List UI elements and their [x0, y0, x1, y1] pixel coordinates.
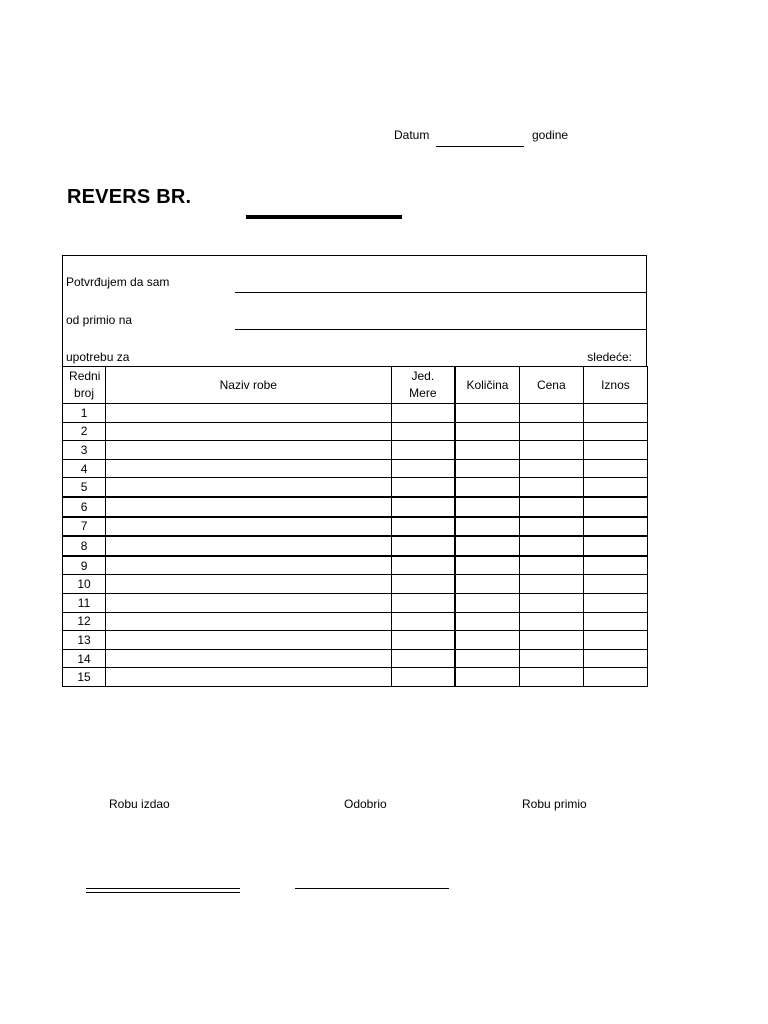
row-amount-cell: [583, 404, 647, 423]
row-quantity-cell: [455, 556, 519, 575]
row-price-cell: [519, 536, 583, 556]
row-number: 2: [63, 422, 106, 441]
date-label: Datum: [394, 128, 430, 142]
confirm-label: Potvrđujem da sam: [66, 275, 170, 289]
table-row: [63, 556, 648, 575]
row-number: 14: [63, 649, 106, 668]
row-unit-cell: [391, 478, 455, 497]
row-name-cell: [106, 631, 391, 650]
row-price-cell: [519, 517, 583, 537]
row-amount-cell: [583, 478, 647, 497]
row-name-cell: [106, 649, 391, 668]
table-row: [63, 422, 648, 441]
row-name-cell: [106, 536, 391, 556]
table-row: [63, 536, 648, 556]
row-number: 12: [63, 612, 106, 631]
received-from-field-line: [235, 329, 646, 330]
confirm-field-line: [235, 292, 646, 293]
row-amount-cell: [583, 649, 647, 668]
row-unit-cell: [391, 497, 455, 517]
issued-signature-line: [86, 888, 240, 893]
row-amount-cell: [583, 668, 647, 687]
row-quantity-cell: [455, 536, 519, 556]
row-price-cell: [519, 593, 583, 612]
row-number: 3: [63, 441, 106, 460]
year-label: godine: [532, 128, 569, 142]
row-amount-cell: [583, 517, 647, 537]
row-amount-cell: [583, 631, 647, 650]
row-amount-cell: [583, 459, 647, 478]
row-name-cell: [106, 497, 391, 517]
document-title: REVERS BR.: [67, 186, 192, 208]
table-row: [63, 593, 648, 612]
row-price-cell: [519, 478, 583, 497]
row-quantity-cell: [455, 441, 519, 460]
col-header-unit: Jed. Mere: [391, 367, 455, 404]
table-row: [63, 404, 648, 423]
table-row: [63, 631, 648, 650]
row-price-cell: [519, 441, 583, 460]
col-header-price: Cena: [519, 367, 583, 404]
col-header-name: Naziv robe: [106, 367, 391, 404]
table-row: [63, 668, 648, 687]
row-number: 15: [63, 668, 106, 687]
row-amount-cell: [583, 497, 647, 517]
row-price-cell: [519, 668, 583, 687]
table-row: [63, 441, 648, 460]
row-number: 11: [63, 593, 106, 612]
date-field-line: [436, 146, 524, 147]
row-price-cell: [519, 404, 583, 423]
row-price-cell: [519, 459, 583, 478]
row-quantity-cell: [455, 478, 519, 497]
row-name-cell: [106, 668, 391, 687]
row-unit-cell: [391, 612, 455, 631]
row-amount-cell: [583, 556, 647, 575]
col-header-number: Redni broj: [63, 367, 106, 404]
row-price-cell: [519, 575, 583, 594]
row-name-cell: [106, 478, 391, 497]
row-number: 1: [63, 404, 106, 423]
row-quantity-cell: [455, 612, 519, 631]
row-number: 5: [63, 478, 106, 497]
row-quantity-cell: [455, 517, 519, 537]
row-name-cell: [106, 441, 391, 460]
row-amount-cell: [583, 536, 647, 556]
row-name-cell: [106, 422, 391, 441]
table-row: [63, 575, 648, 594]
row-name-cell: [106, 612, 391, 631]
row-quantity-cell: [455, 631, 519, 650]
row-unit-cell: [391, 575, 455, 594]
row-price-cell: [519, 631, 583, 650]
row-unit-cell: [391, 649, 455, 668]
row-quantity-cell: [455, 497, 519, 517]
table-row: [63, 497, 648, 517]
row-quantity-cell: [455, 422, 519, 441]
row-unit-cell: [391, 441, 455, 460]
row-amount-cell: [583, 441, 647, 460]
approved-by-label: Odobrio: [344, 797, 387, 811]
row-quantity-cell: [455, 575, 519, 594]
row-amount-cell: [583, 593, 647, 612]
col-header-amount: Iznos: [583, 367, 647, 404]
row-price-cell: [519, 556, 583, 575]
row-price-cell: [519, 422, 583, 441]
row-unit-cell: [391, 593, 455, 612]
row-price-cell: [519, 649, 583, 668]
table-row: [63, 649, 648, 668]
row-name-cell: [106, 459, 391, 478]
table-row: [63, 517, 648, 537]
confirmation-box: [62, 255, 647, 366]
row-unit-cell: [391, 631, 455, 650]
row-unit-cell: [391, 422, 455, 441]
row-unit-cell: [391, 459, 455, 478]
row-name-cell: [106, 556, 391, 575]
row-unit-cell: [391, 668, 455, 687]
received-by-label: Robu primio: [522, 797, 587, 811]
col-header-quantity: Količina: [455, 367, 519, 404]
row-price-cell: [519, 612, 583, 631]
row-price-cell: [519, 497, 583, 517]
row-quantity-cell: [455, 459, 519, 478]
row-name-cell: [106, 593, 391, 612]
row-name-cell: [106, 517, 391, 537]
document-number-line: [246, 215, 402, 219]
row-unit-cell: [391, 404, 455, 423]
row-number: 9: [63, 556, 106, 575]
row-unit-cell: [391, 556, 455, 575]
usage-label: upotrebu za: [66, 350, 130, 364]
row-number: 7: [63, 517, 106, 537]
row-name-cell: [106, 575, 391, 594]
following-label: sledeće:: [587, 350, 632, 364]
row-number: 13: [63, 631, 106, 650]
issued-by-label: Robu izdao: [109, 797, 170, 811]
row-number: 10: [63, 575, 106, 594]
received-from-label: od primio na: [66, 313, 133, 327]
row-number: 4: [63, 459, 106, 478]
row-quantity-cell: [455, 649, 519, 668]
table-header-row: [63, 367, 648, 404]
row-amount-cell: [583, 575, 647, 594]
table-row: [63, 459, 648, 478]
row-quantity-cell: [455, 668, 519, 687]
row-number: 8: [63, 536, 106, 556]
row-quantity-cell: [455, 404, 519, 423]
goods-table: [62, 366, 648, 687]
row-amount-cell: [583, 612, 647, 631]
row-amount-cell: [583, 422, 647, 441]
row-name-cell: [106, 404, 391, 423]
table-row: [63, 478, 648, 497]
row-number: 6: [63, 497, 106, 517]
approved-signature-line: [295, 888, 449, 889]
table-row: [63, 612, 648, 631]
row-unit-cell: [391, 517, 455, 537]
row-unit-cell: [391, 536, 455, 556]
row-quantity-cell: [455, 593, 519, 612]
